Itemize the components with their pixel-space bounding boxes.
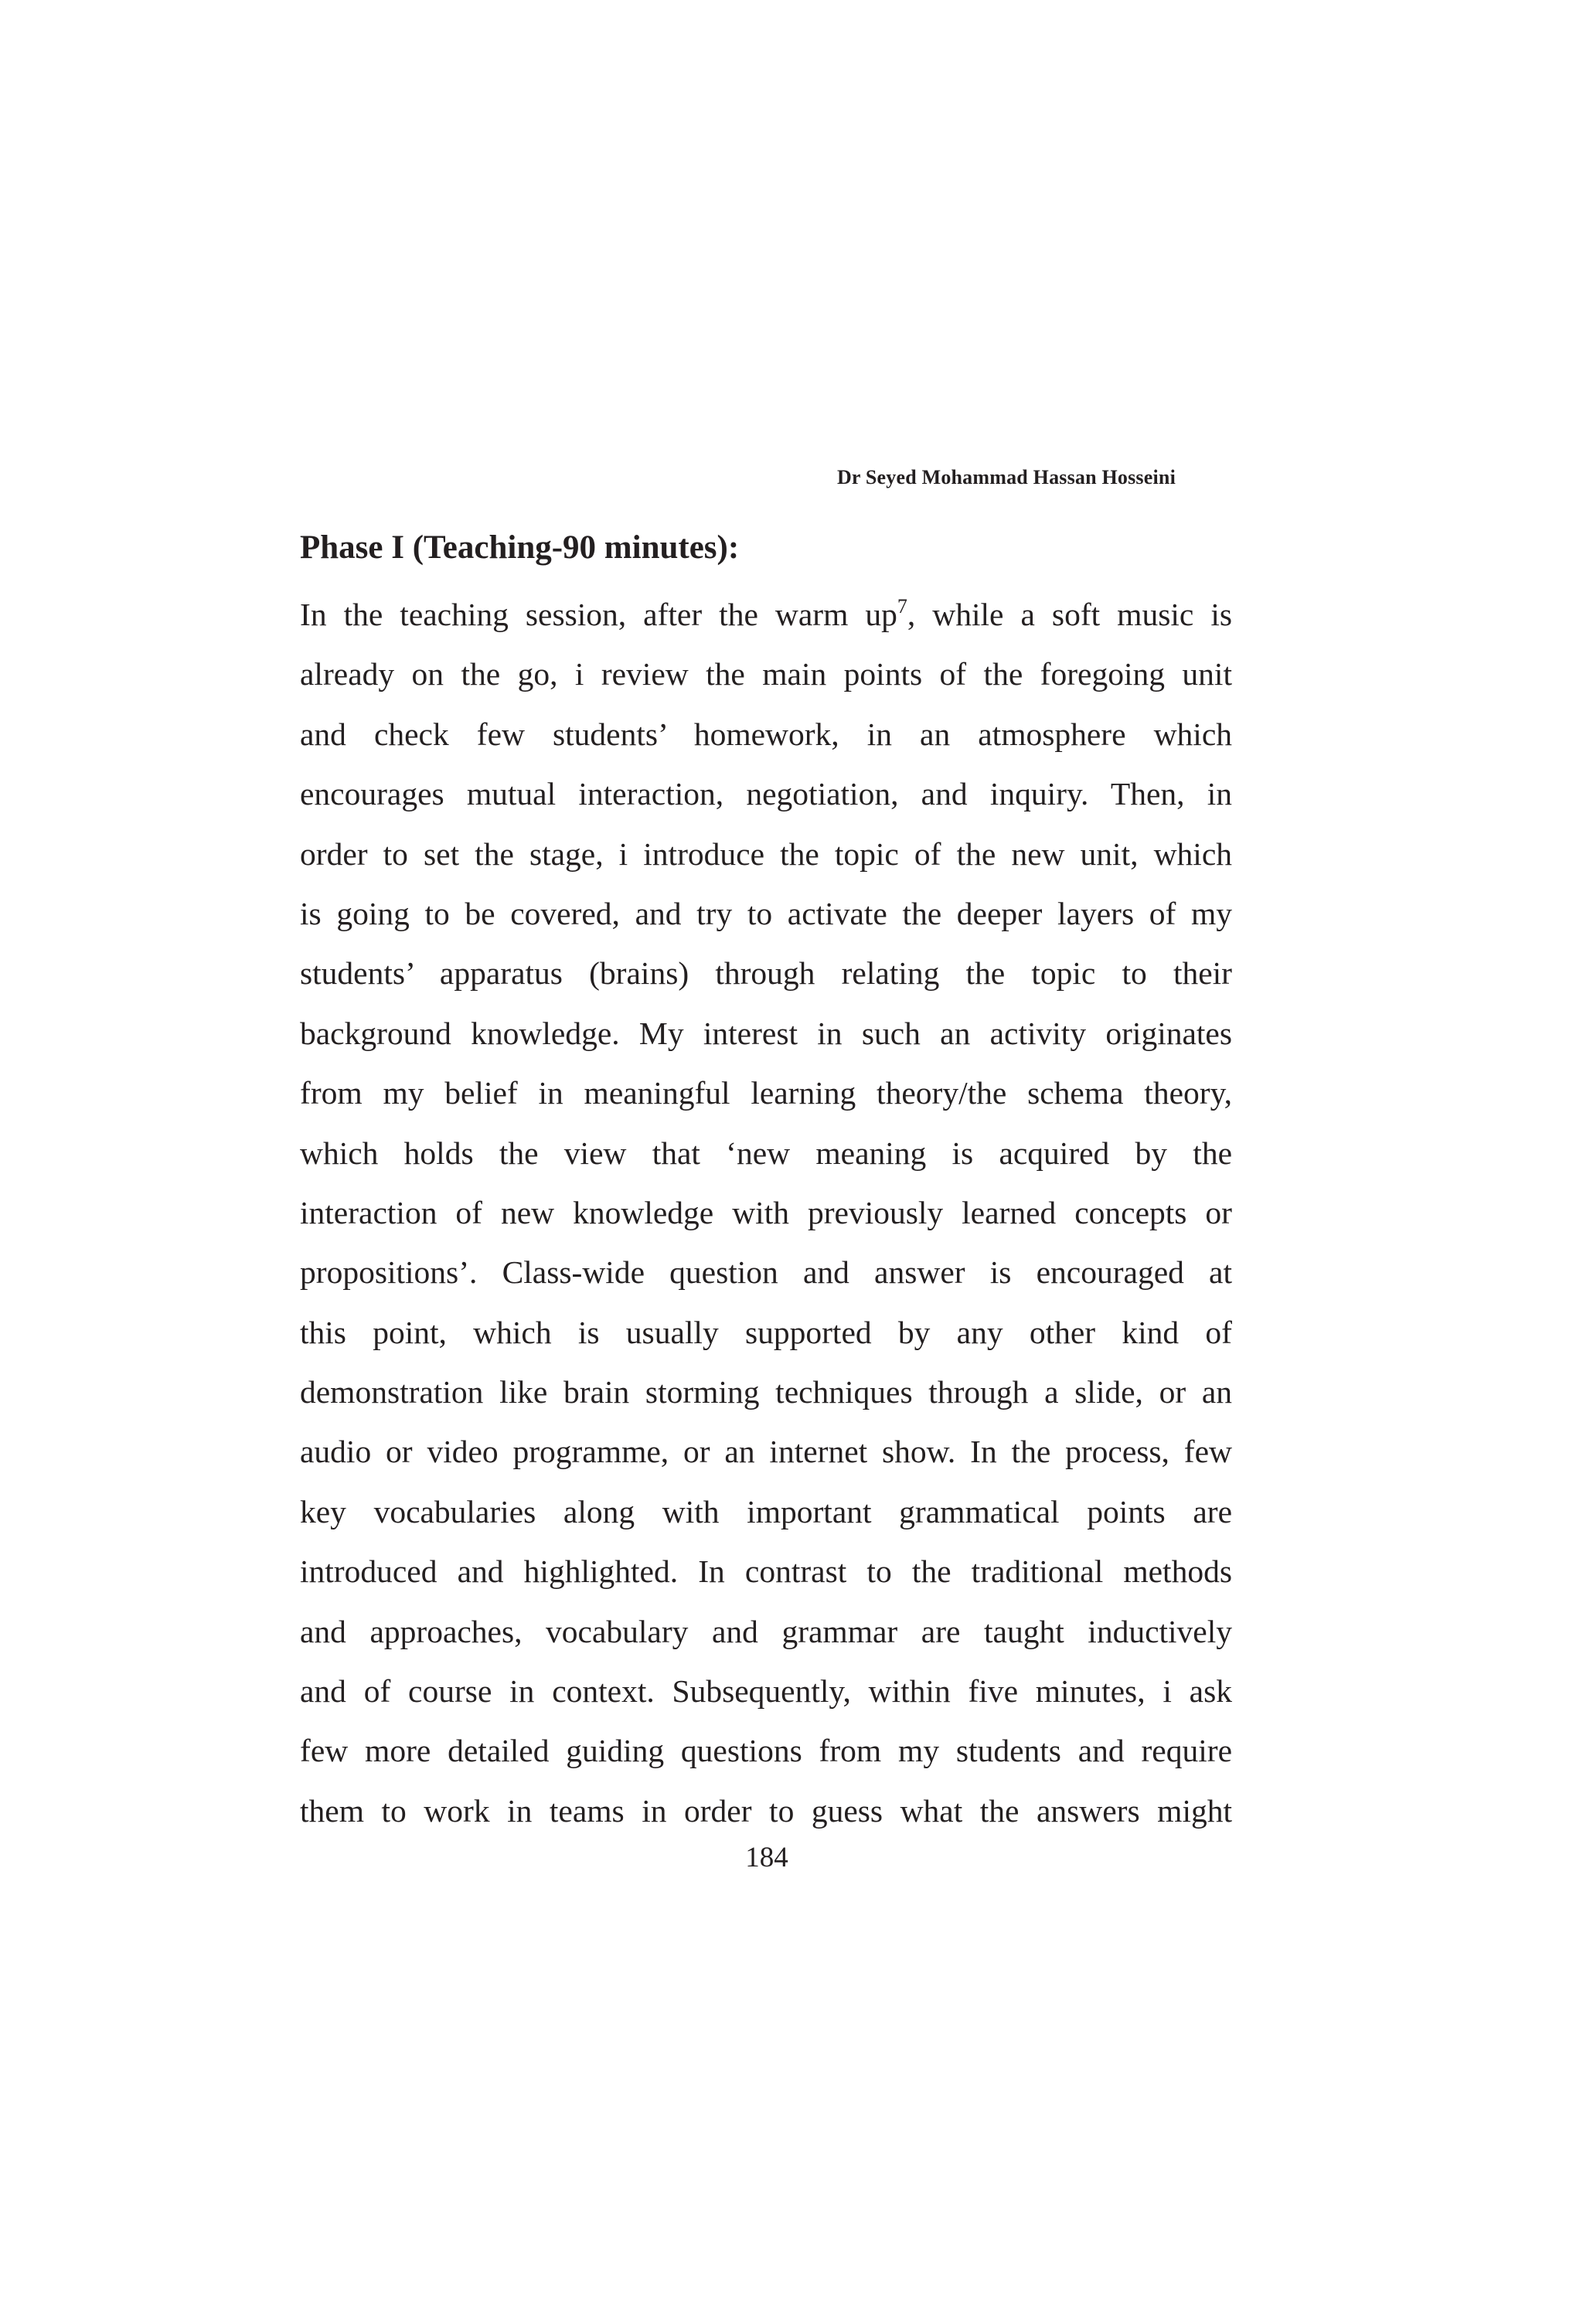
footnote-reference: 7 <box>897 595 907 618</box>
body-line <box>300 589 1232 648</box>
body-line: already on the go, i review the main points of the foregoing unit <box>300 656 1232 692</box>
body-line: is going to be covered, and try to activate the deeper layers of my <box>300 895 1232 931</box>
body-line: interaction of new knowledge with previously learned concepts or <box>300 1194 1232 1230</box>
body-line: them to work in teams in order to guess what the answers might <box>300 1792 1232 1829</box>
page-number: 184 <box>745 1842 788 1873</box>
body-line: key vocabularies along with important grammatical points are <box>300 1493 1232 1529</box>
body-line: background knowledge. My interest in such an activity originates <box>300 1015 1232 1051</box>
body-line: introduced and highlighted. In contrast to the traditional methods <box>300 1553 1232 1590</box>
body-line: few more detailed guiding questions from my students and require <box>300 1733 1232 1769</box>
body-line: and approaches, vocabulary and grammar are taught inductively <box>300 1613 1232 1649</box>
body-line: this point, which is usually supported by any other kind of <box>300 1314 1232 1350</box>
body-line: from my belief in meaningful learning theory/the schema theory, <box>300 1075 1232 1111</box>
body-paragraph <box>300 589 1232 1845</box>
body-line-text: , while a soft music is <box>907 597 1232 632</box>
section-heading: Phase I (Teaching-90 minutes): <box>300 529 740 566</box>
body-line: propositions’. Class-wide question and answer is encouraged at <box>300 1254 1232 1291</box>
running-header-author: Dr Seyed Mohammad Hassan Hosseini <box>836 466 1176 488</box>
body-line: which holds the view that ‘new meaning is acquired by the <box>300 1135 1232 1171</box>
body-line: and of course in context. Subsequently, within five minutes, i ask <box>300 1673 1232 1710</box>
body-line: audio or video programme, or an internet show. In the process, few <box>300 1434 1232 1470</box>
body-line: demonstration like brain storming techniques through a slide, or an <box>300 1374 1232 1410</box>
body-line: students’ apparatus (brains) through relating the topic to their <box>300 955 1232 992</box>
body-line: order to set the stage, i introduce the topic of the new unit, which <box>300 835 1232 872</box>
body-line-text: In the teaching session, after the warm up <box>300 597 897 632</box>
body-line: encourages mutual interaction, negotiation, and inquiry. Then, in <box>300 776 1232 812</box>
body-line: and check few students’ homework, in an atmosphere which <box>300 716 1232 752</box>
